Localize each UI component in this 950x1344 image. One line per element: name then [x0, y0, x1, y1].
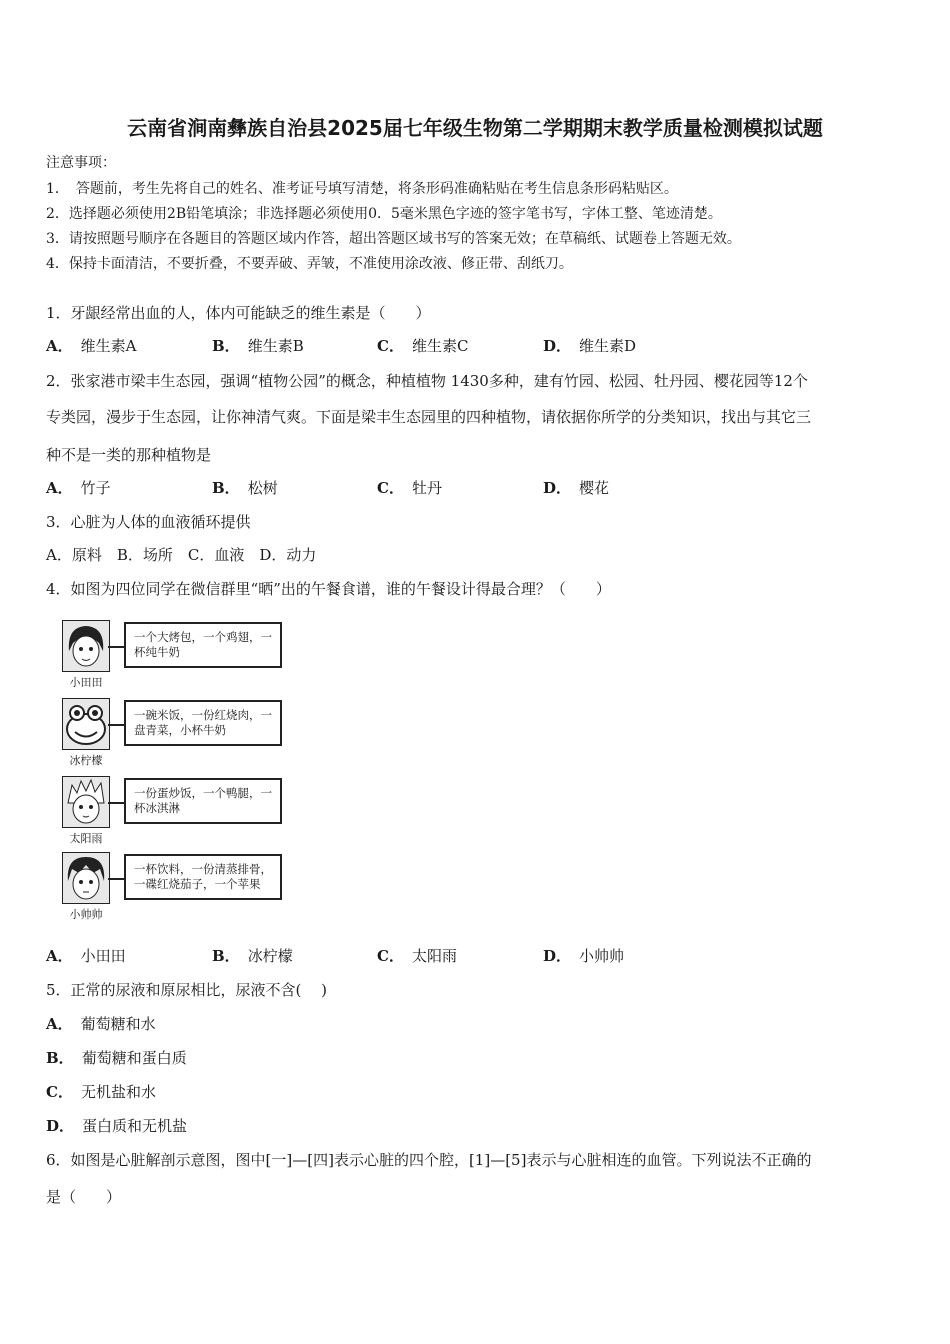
student-name: 冰柠檬 — [69, 754, 103, 767]
spiky-hair-face-icon — [62, 776, 110, 828]
girl-face-icon — [62, 620, 110, 672]
question-2-stem-line: 2．张家港市梁丰生态园，强调“植物公园”的概念，种植植物 1430多种，建有竹园、松园、牡丹园、樱花园等12个 — [46, 372, 808, 390]
question-6-stem-line: 是（ ） — [46, 1188, 122, 1206]
option-letter: A． — [46, 947, 73, 965]
q1-option-b[interactable] — [212, 335, 304, 356]
option-text: 无机盐和水 — [80, 1083, 156, 1101]
q4-option-b[interactable] — [212, 945, 293, 966]
student-name: 小田田 — [69, 676, 103, 689]
question-2-stem-line: 种不是一类的那种植物是 — [46, 446, 212, 464]
menu-row — [58, 772, 288, 846]
note-item: 3．请按照题号顺序在各题目的答题区域内作答，超出答题区域书写的答案无效；在草稿纸、试题卷上答题无效。 — [46, 231, 741, 247]
option-text: 维生素C — [411, 337, 469, 355]
option-text: 维生素B — [247, 337, 304, 355]
q3-options[interactable]: A．原料 B．场所 C．血液 D．动力 — [46, 546, 317, 564]
q2-option-b[interactable] — [212, 477, 278, 498]
menu-row — [58, 694, 288, 768]
note-item: 1． 答题前，考生先将自己的姓名、准考证号填写清楚，将条形码准确粘贴在考生信息条形码粘贴区。 — [46, 181, 678, 197]
option-text: 松树 — [247, 479, 278, 497]
q1-option-d[interactable] — [543, 335, 636, 356]
option-letter: B． — [46, 1049, 74, 1067]
option-letter: D． — [543, 337, 572, 355]
option-text: 蛋白质和无机盐 — [82, 1117, 188, 1135]
q1-option-a[interactable] — [46, 335, 136, 356]
menu-box: 一个大烤包，一个鸡翅，一杯纯牛奶 — [124, 622, 282, 668]
q5-option-a[interactable] — [46, 1013, 156, 1034]
option-letter: D． — [543, 947, 572, 965]
q4-option-c[interactable] — [377, 945, 457, 966]
q5-option-d[interactable] — [46, 1115, 187, 1136]
notes-heading: 注意事项： — [46, 155, 116, 171]
option-letter: D． — [543, 479, 572, 497]
frog-face-icon — [62, 698, 110, 750]
question-5-stem: 5．正常的尿液和原尿相比，尿液不含( ) — [46, 981, 328, 999]
option-letter: C． — [377, 479, 404, 497]
option-text: 小田田 — [80, 947, 126, 965]
menu-row — [58, 616, 288, 690]
boy-face-icon — [62, 852, 110, 904]
option-letter: A． — [46, 1015, 73, 1033]
option-letter: C． — [377, 947, 404, 965]
option-letter: D． — [46, 1117, 75, 1135]
option-letter: B． — [212, 947, 240, 965]
option-text: 竹子 — [80, 479, 111, 497]
option-text: 维生素D — [579, 337, 637, 355]
menu-box: 一碗米饭，一份红烧肉，一盘青菜，小杯牛奶 — [124, 700, 282, 746]
menu-box: 一份蛋炒饭，一个鸭腿，一杯冰淇淋 — [124, 778, 282, 824]
option-letter: B． — [212, 479, 240, 497]
q2-option-a[interactable] — [46, 477, 111, 498]
q2-option-d[interactable] — [543, 477, 609, 498]
exam-title: 云南省涧南彝族自治县2025届七年级生物第二学期期末教学质量检测模拟试题 — [127, 116, 823, 140]
option-text: 冰柠檬 — [247, 947, 293, 965]
lunch-menu-figure — [58, 614, 288, 924]
q5-option-b[interactable] — [46, 1047, 187, 1068]
option-letter: C． — [46, 1083, 73, 1101]
option-letter: A． — [46, 479, 73, 497]
option-text: 牡丹 — [411, 479, 442, 497]
question-2-stem-line: 专类园，漫步于生态园，让你神清气爽。下面是梁丰生态园里的四种植物，请依据你所学的分类知识，找出与其它三 — [46, 408, 812, 426]
option-text: 葡萄糖和水 — [80, 1015, 156, 1033]
question-1-stem: 1．牙龈经常出血的人，体内可能缺乏的维生素是（ ） — [46, 304, 431, 322]
option-text: 维生素A — [80, 337, 137, 355]
question-4-stem: 4．如图为四位同学在微信群里“晒”出的午餐食谱，谁的午餐设计得最合理？（ ） — [46, 580, 611, 598]
student-name: 小帅帅 — [69, 908, 103, 921]
q5-option-c[interactable] — [46, 1081, 156, 1102]
note-item: 4．保持卡面清洁，不要折叠，不要弄破、弄皱，不准使用涂改液、修正带、刮纸刀。 — [46, 256, 573, 272]
note-item: 2．选择题必须使用2B铅笔填涂；非选择题必须使用0．5毫米黑色字迹的签字笔书写，字体工整、笔迹清楚。 — [46, 206, 722, 222]
q4-option-d[interactable] — [543, 945, 624, 966]
menu-row — [58, 848, 288, 922]
q1-option-c[interactable] — [377, 335, 468, 356]
option-letter: A． — [46, 337, 73, 355]
student-name: 太阳雨 — [69, 832, 103, 845]
question-6-stem-line: 6．如图是心脏解剖示意图，图中[一]—[四]表示心脏的四个腔，[1]—[5]表示与心脏相连的血管。下列说法不正确的 — [46, 1151, 812, 1169]
option-letter: B． — [212, 337, 240, 355]
question-3-stem: 3．心脏为人体的血液循环提供 — [46, 513, 251, 531]
q2-option-c[interactable] — [377, 477, 442, 498]
option-text: 太阳雨 — [411, 947, 457, 965]
q4-option-a[interactable] — [46, 945, 126, 966]
option-text: 小帅帅 — [579, 947, 625, 965]
option-text: 葡萄糖和蛋白质 — [81, 1049, 187, 1067]
option-text: 樱花 — [579, 479, 610, 497]
menu-box: 一杯饮料，一份清蒸排骨，一碟红烧茄子，一个苹果 — [124, 854, 282, 900]
option-letter: C． — [377, 337, 404, 355]
